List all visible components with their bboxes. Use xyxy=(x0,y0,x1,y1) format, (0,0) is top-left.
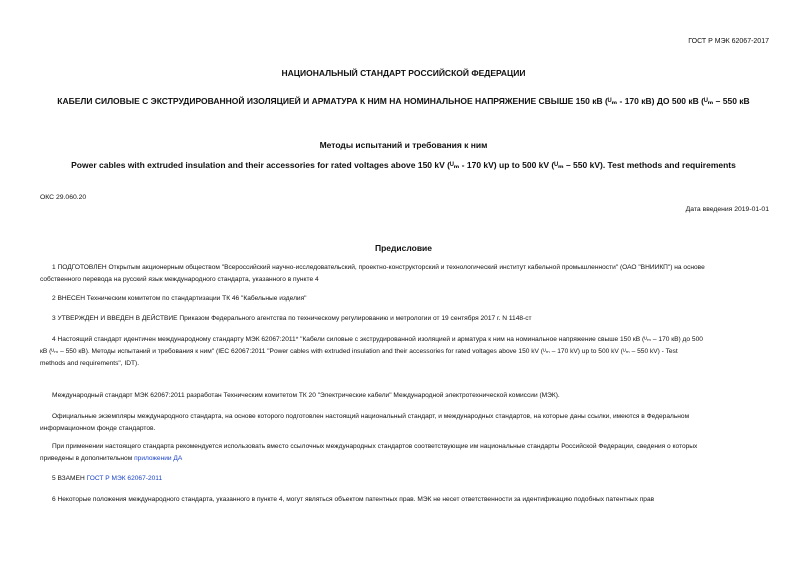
preface-item-5-text: 5 ВЗАМЕН xyxy=(52,475,87,482)
preface-item-4-line-2: кВ (ᵁₘ – 550 кВ). Методы испытаний и требования к ним" (IEC 62067:2011 "Power cables with extruded insulation and their accessories for rated voltages above 150 kV (ᵁₘ – 170 kV) up to 500 kV (ᵁₘ – 550 kV) - Test xyxy=(40,348,678,355)
oks-code: ОКС 29.060.20 xyxy=(40,194,87,201)
preface-item-3 xyxy=(40,313,532,325)
preface-note-application xyxy=(40,441,697,465)
english-title: Power cables with extruded insulation and their accessories for rated voltages above 150 kV (ᵁₘ - 170 kV) up to 500 kV (ᵁₘ – 550 kV). Test methods and requirements xyxy=(71,160,736,170)
preface-item-3-text: 3 УТВЕРЖДЕН И ВВЕДЕН В ДЕЙСТВИЕ Приказом Федерального агентства по техническому регулированию и метрологии от 19 сентября 2017 г. N 1148-ст xyxy=(52,315,532,322)
preface-note-application-line-2: приведены в дополнительном xyxy=(40,455,135,462)
preface-item-6-text: 6 Некоторые положения международного стандарта, указанного в пункте 4, могут являться объектом патентных прав. МЭК не несет ответственности за идентификацию подобных патентных прав xyxy=(52,496,655,503)
preface-item-1-line-2: собственного перевода на русский язык международного стандарта, указанного в пункте 4 xyxy=(40,276,319,283)
preface-item-5 xyxy=(40,473,162,485)
preface-item-4-line-3: methods and requirements", IDT). xyxy=(40,360,140,367)
preface-item-6 xyxy=(40,494,654,506)
introduction-date: Дата введения 2019-01-01 xyxy=(685,206,769,213)
preface-item-4-line-1: 4 Настоящий стандарт идентичен международному стандарту МЭК 62067:2011* "Кабели силовые с экструдированной изоляцией и арматура к ним на номинальное напряжение свыше 150 кВ (ᵁₘ – 170 кВ) до 500 xyxy=(52,336,703,343)
preface-note-iec-text: Международный стандарт МЭК 62067:2011 разработан Техническим комитетом ТК 20 "Электрические кабели" Международной электротехнической комиссии (МЭК). xyxy=(52,392,560,399)
document-code: ГОСТ Р МЭК 62067-2017 xyxy=(688,38,769,45)
appendix-da-link[interactable]: приложении ДА xyxy=(134,455,183,462)
preface-note-copies-line-1: Официальные экземпляры международного стандарта, на основе которого подготовлен настоящий национальный стандарт, и международных стандартов, на которые даны ссылки, имеются в Федеральном xyxy=(52,413,690,420)
preface-note-copies xyxy=(40,411,689,435)
preface-item-2-text: 2 ВНЕСЕН Техническим комитетом по стандартизации ТК 46 "Кабельные изделия" xyxy=(52,295,307,302)
preface-item-1-line-1: 1 ПОДГОТОВЛЕН Открытым акционерным обществом "Всероссийский научно-исследовательский, проектно-конструкторский и технологический институт кабельной промышленности" (ОАО "ВНИИКП") на основе xyxy=(52,264,705,271)
preface-item-2 xyxy=(40,293,307,305)
gost-62067-2011-link[interactable]: ГОСТ Р МЭК 62067-2011 xyxy=(86,475,163,482)
preface-item-4 xyxy=(40,334,703,370)
preface-item-1 xyxy=(40,262,705,286)
document-title: КАБЕЛИ СИЛОВЫЕ С ЭКСТРУДИРОВАННОЙ ИЗОЛЯЦИЕЙ И АРМАТУРА К НИМ НА НОМИНАЛЬНОЕ НАПРЯЖЕНИЕ СВЫШЕ 150 кВ (ᵁₘ - 170 кВ) ДО 500 кВ (ᵁₘ – 550 кВ xyxy=(57,96,750,106)
preface-note-application-line-1: При применении настоящего стандарта рекомендуется использовать вместо ссылочных международных стандартов соответствующие им национальные стандарты Российской Федерации, сведения о которых xyxy=(52,443,698,450)
document-subtitle: Методы испытаний и требования к ним xyxy=(319,140,488,150)
preface-note-copies-line-2: информационном фонде стандартов. xyxy=(40,425,156,432)
preface-heading: Предисловие xyxy=(374,243,433,253)
preface-note-iec xyxy=(40,390,560,402)
standard-title: НАЦИОНАЛЬНЫЙ СТАНДАРТ РОССИЙСКОЙ ФЕДЕРАЦИИ xyxy=(281,68,526,78)
